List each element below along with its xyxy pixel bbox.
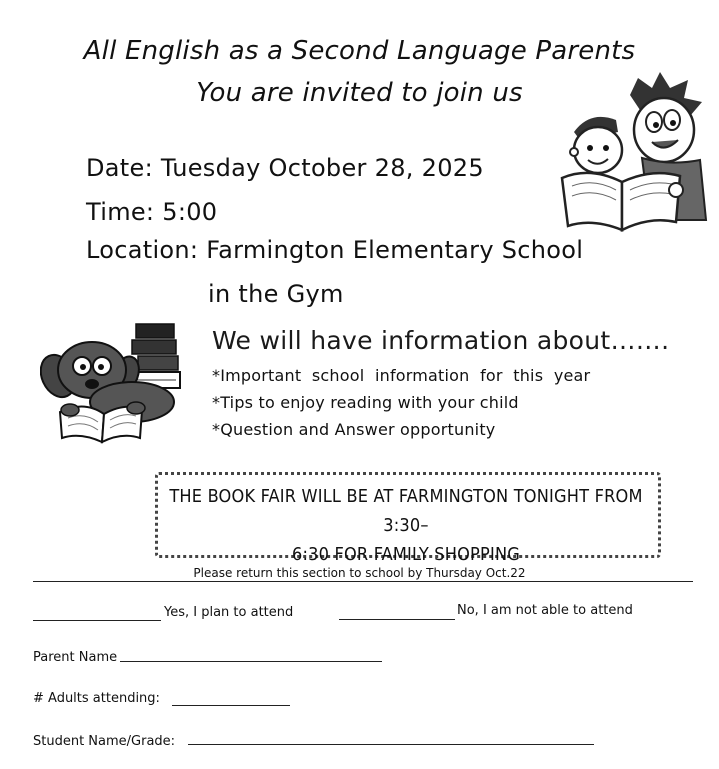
info-bullet-3: *Question and Answer opportunity [212,420,496,439]
adults-attending-field[interactable] [172,705,290,706]
student-name-grade-field[interactable] [188,744,594,745]
parent-name-field[interactable] [120,661,382,662]
info-bullet-1: *Important school information for this year [212,366,591,385]
info-bullet-2: *Tips to enjoy reading with your child [212,393,519,412]
event-location-room: in the Gym [208,280,344,308]
parent-name-label: Parent Name [33,650,118,665]
info-heading: We will have information about……. [212,326,670,355]
kids-reading-book-icon [560,70,710,235]
student-name-grade-label: Student Name/Grade: [33,734,176,749]
return-note: Please return this section to school by Thursday Oct.22 [193,566,526,580]
yes-blank[interactable] [33,620,161,621]
no-label: No, I am not able to attend [457,603,633,618]
event-location: Location: Farmington Elementary School [86,236,584,264]
yes-label: Yes, I plan to attend [164,605,294,620]
bookfair-notice [160,482,652,569]
flyer-title-line2: You are invited to join us [196,78,523,108]
event-date: Date: Tuesday October 28, 2025 [86,154,484,182]
bookfair-line2: 6:30 FOR FAMILY SHOPPING [291,544,521,565]
bookfair-line1: THE BOOK FAIR WILL BE AT FARMINGTON TONIGHT FROM 3:30– [169,486,643,536]
flyer-title-line1: All English as a Second Language Parents [83,36,636,66]
event-time: Time: 5:00 [86,198,218,226]
adults-attending-label: # Adults attending: [33,691,160,706]
dog-reading-book-icon [40,318,190,446]
cut-line [33,581,693,582]
no-blank[interactable] [339,619,455,620]
